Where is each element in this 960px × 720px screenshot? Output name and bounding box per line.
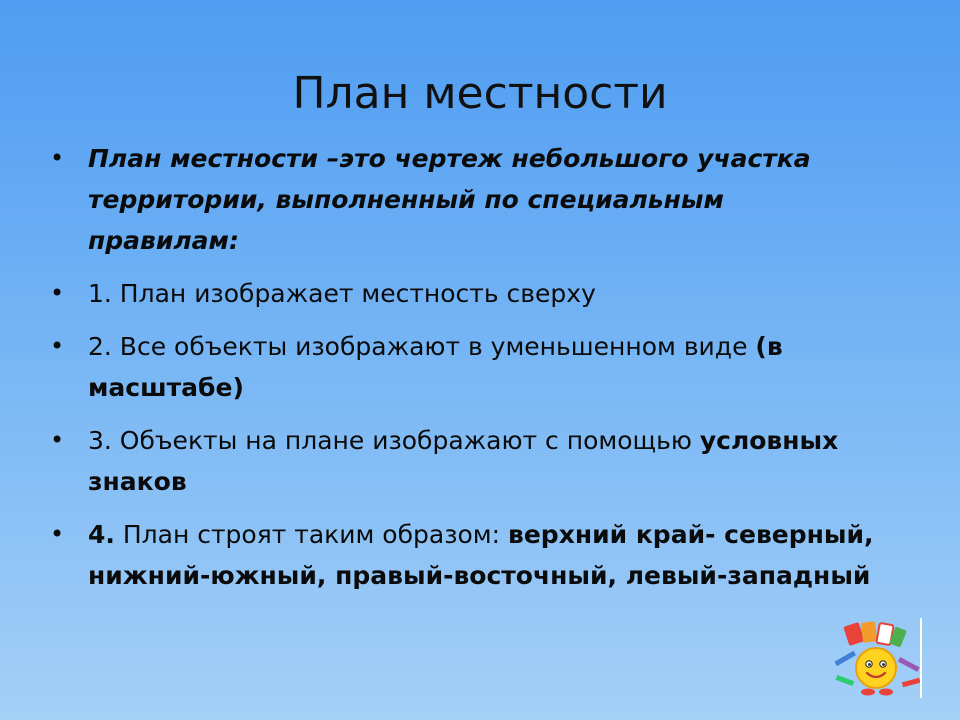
cartoon-sun-with-books-icon: [832, 618, 924, 702]
bullet-definition: [48, 138, 878, 261]
bullet-text: План местности –это чертеж небольшого участка территории, выполненный по специальным правилам:: [88, 144, 811, 255]
bullet-text: 1. План изображает местность сверху: [88, 279, 596, 308]
bullet-item-4: [48, 514, 878, 596]
bullet-dot: •: [50, 332, 65, 360]
bullet-item-3: [48, 420, 878, 502]
bullet-bold-text: условных знаков: [88, 426, 839, 496]
bullet-text: 2. Все объекты изображают в уменьшенном виде: [88, 332, 756, 361]
slide-title: План местности: [292, 68, 668, 119]
bullet-dot: •: [50, 426, 65, 454]
bullet-bold-lead: 4.: [88, 520, 115, 549]
bullet-bold-text: (в масштабе): [88, 332, 783, 402]
bullet-dot: •: [50, 144, 65, 172]
bullet-bold-text: верхний край- северный, нижний-южный, правый-восточный, левый-западный: [88, 520, 874, 590]
bullet-text: 3. Объекты на плане изображают с помощью: [88, 426, 700, 455]
bullet-list: [48, 138, 878, 608]
bullet-text: План строят таким образом:: [114, 520, 509, 549]
bullet-item-2: [48, 326, 878, 408]
bullet-item-1: [48, 273, 878, 314]
bullet-dot: •: [50, 279, 65, 307]
bullet-dot: •: [50, 520, 65, 548]
